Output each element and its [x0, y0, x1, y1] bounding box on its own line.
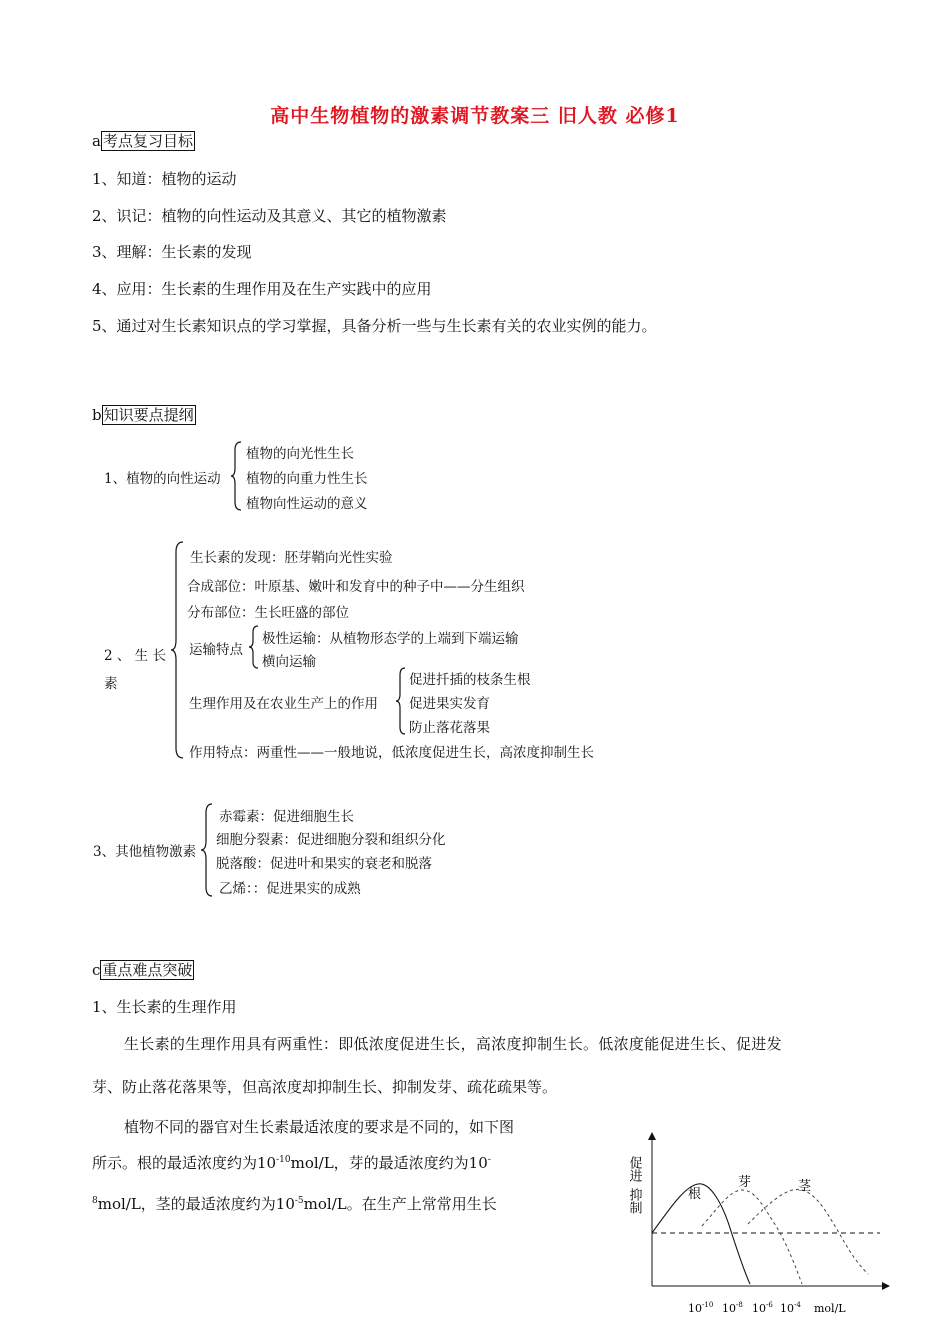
list-item: 促进果实发育 [409, 696, 490, 712]
paragraph-line [92, 1152, 491, 1173]
outline-label-auxin: 2 、 生 长 [104, 648, 166, 664]
series-label-bud: 芽 [738, 1175, 752, 1190]
outline-label-tropism: 1、植物的向性运动 [104, 471, 221, 487]
series-bud [702, 1190, 802, 1284]
auxin-distribution: 分布部位：生长旺盛的部位 [187, 605, 349, 621]
text-run: mol/L，茎的最适浓度约为10 [97, 1195, 295, 1213]
text-run: mol/L，芽的最适浓度约为10 [290, 1154, 488, 1172]
brace-icon [230, 440, 244, 512]
series-label-stem: 茎 [798, 1179, 812, 1194]
x-tick-label: $10^{-4}$ [780, 1301, 801, 1315]
list-item: 1、知道：植物的运动 [92, 170, 237, 188]
outline-label-auxin-2: 素 [104, 676, 118, 692]
x-tick-label: $10^{-10}$ [688, 1301, 714, 1315]
paragraph-line: 芽、防止落花落果等，但高浓度却抑制生长、抑制发芽、疏花疏果等。 [92, 1078, 558, 1096]
x-tick-label: $10^{-6}$ [752, 1301, 773, 1315]
section-a-header [92, 130, 195, 151]
section-a-heading: 考点复习目标 [102, 132, 193, 150]
outline-label-other-hormones: 3、其他植物激素 [93, 844, 197, 860]
subheading: 1、生长素的生理作用 [92, 998, 237, 1016]
list-item: 乙烯：：促进果实的成熟 [219, 881, 361, 897]
list-item: 脱落酸：促进叶和果实的衰老和脱落 [216, 856, 432, 872]
text-run: 8 [92, 1196, 98, 1206]
section-c-header [92, 959, 194, 980]
text-run: -10 [276, 1155, 291, 1165]
section-c-prefix: c [92, 961, 101, 979]
auxin-transport-label: 运输特点 [189, 642, 243, 658]
list-item: 促进扦插的枝条生根 [409, 672, 531, 688]
auxin-synthesis: 合成部位：叶原基、嫩叶和发育中的种子中——分生组织 [187, 579, 525, 595]
list-item: 植物的向重力性生长 [246, 471, 368, 487]
list-item: 防止落花落果 [409, 720, 490, 736]
brace-icon [170, 540, 186, 760]
list-item: 植物向性运动的意义 [246, 496, 368, 512]
list-item: 细胞分裂素：促进细胞分裂和组织分化 [216, 832, 446, 848]
series-label-root: 根 [688, 1187, 702, 1202]
list-item: 横向运输 [262, 654, 316, 670]
list-item: 赤霉素：促进细胞生长 [219, 809, 354, 825]
list-item: 4、应用：生长素的生理作用及在生产实践中的应用 [92, 280, 432, 298]
section-b-prefix: b [92, 406, 102, 424]
list-item: 3、理解：生长素的发现 [92, 243, 252, 261]
ylabel-promote: 促进 [626, 1156, 642, 1182]
paragraph-line [92, 1193, 497, 1214]
text-run: mol/L。在生产上常常用生长 [303, 1195, 497, 1213]
paragraph-line: 生长素的生理作用具有两重性：即低浓度促进生长，高浓度抑制生长。低浓度能促进生长、促进发 [124, 1035, 782, 1053]
auxin-concentration-chart [626, 1128, 900, 1328]
ylabel-inhibit: 抑制 [626, 1188, 642, 1214]
auxin-physio-label: 生理作用及在农业生产上的作用 [189, 696, 378, 712]
section-c-heading: 重点难点突破 [102, 961, 193, 979]
text-run: 所示。根的最适浓度约为10 [92, 1154, 277, 1172]
paragraph-line: 植物不同的器官对生长素最适浓度的要求是不同的，如下图 [124, 1118, 515, 1136]
section-b-heading: 知识要点提纲 [103, 406, 194, 424]
x-unit-label: mol/L [814, 1302, 846, 1315]
list-item: 5、通过对生长素知识点的学习掌握，具备分析一些与生长素有关的农业实例的能力。 [92, 317, 657, 335]
brace-icon [248, 624, 260, 670]
list-item: 极性运输：从植物形态学的上端到下端运输 [262, 631, 519, 647]
list-item: 植物的向光性生长 [246, 446, 354, 462]
section-b-header [92, 404, 196, 425]
brace-icon [395, 666, 407, 736]
x-tick-label: $10^{-8}$ [722, 1301, 743, 1315]
page-title: 高中生物植物的激素调节教案三 旧人教 必修1 [270, 105, 680, 127]
auxin-discovery: 生长素的发现：胚芽鞘向光性实验 [190, 550, 393, 566]
text-run: -5 [294, 1196, 304, 1206]
text-run: - [487, 1155, 491, 1165]
brace-icon [200, 802, 214, 898]
list-item: 2、识记：植物的向性运动及其意义、其它的植物激素 [92, 207, 447, 225]
auxin-feature: 作用特点：两重性——一般地说，低浓度促进生长，高浓度抑制生长 [189, 745, 594, 761]
section-a-prefix: a [92, 132, 101, 150]
series-stem [748, 1189, 868, 1274]
